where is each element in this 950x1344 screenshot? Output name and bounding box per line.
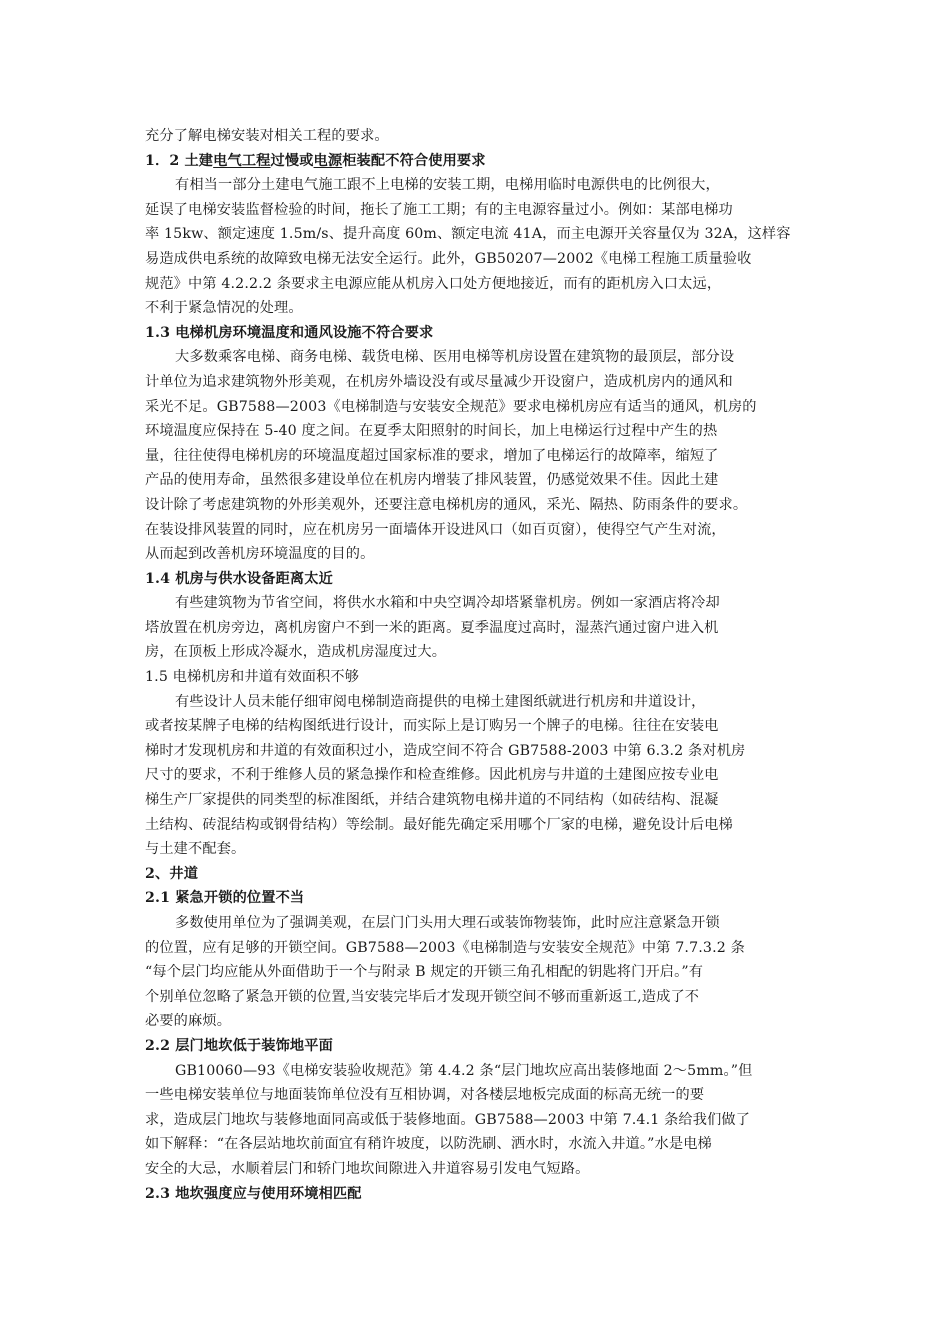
heading-link-power: 电源 [313,152,343,169]
paragraph-line: 多数使用单位为了强调美观，在层门门头用大理石或装饰物装饰，此时应注意紧急开锁 [175,915,720,931]
heading-link-electrical: 电气工程 [213,152,271,169]
paragraph-line: 在装设排风装置的同时，应在机房另一面墙体开设进风口（如百页窗），使得空气产生对流， [145,521,726,538]
paragraph-line: 梯生产厂家提供的同类型的标准图纸，并结合建筑物电梯井道的不同结构（如砖结构、混凝 [145,792,719,809]
paragraph-line: 有些设计人员未能仔细审阅电梯制造商提供的电梯土建图纸就进行机房和井道设计， [175,693,706,710]
paragraph-line: 不利于紧急情况的处理。 [145,300,303,317]
heading-suffix: 柜装配不符合使用要求 [342,152,486,169]
paragraph-line: 房，在顶板上形成冷凝水，造成机房湿度过大。 [145,644,447,661]
paragraph-line: 如下解释：“在各层站地坎前面宜有稍许坡度，以防洗刷、洒水时，水流入井道。”水是电梯 [145,1136,712,1153]
paragraph-line: 安全的大忌，水顺着层门和轿门地坎间隙进入井道容易引发电气短路。 [145,1160,590,1177]
paragraph-line: 大多数乘客电梯、商务电梯、载货电梯、医用电梯等机房设置在建筑物的最顶层，部分设 [175,349,735,366]
paragraph-line: 塔放置在机房旁边，离机房窗户不到一米的距离。夏季温度过高时，湿蒸汽通过窗户进入机 [145,619,719,636]
paragraph-line: 延误了电梯安装监督检验的时间，拖长了施工工期；有的主电源容量过小。例如：某部电梯功 [145,201,733,218]
paragraph-line: 设计除了考虑建筑物的外形美观外，还要注意电梯机房的通风，采光、隔热、防雨条件的要求。 [145,496,748,513]
paragraph-line: 求，造成层门地坎与装修地面同高或低于装修地面。GB7588—2003 中第 7.4.1 条给我们做了 [145,1111,751,1128]
paragraph-line: 有相当一部分土建电气施工跟不上电梯的安装工期，电梯用临时电源供电的比例很大， [175,177,720,194]
paragraph-line: 的位置，应有足够的开锁空间。GB7588—2003《电梯制造与安装安全规范》中第 7.7.3.2 条 [145,939,745,956]
paragraph-line: 率 15kw、额定速度 1.5m/s、提升高度 60m、额定电流 41A，而主电源开关容量仅为 32A，这样容 [145,226,791,243]
paragraph-line: 梯时才发现机房和井道的有效面积过小，造成空间不符合 GB7588-2003 中第 6.3.2 条对机房 [145,742,746,759]
paragraph-line: 量，往往使得电梯机房的环境温度超过国家标准的要求，增加了电梯运行的故障率，缩短了 [145,447,719,464]
paragraph-line: 或者按某牌子电梯的结构图纸进行设计，而实际上是订购另一个牌子的电梯。往往在安装电 [145,718,719,735]
paragraph-line: 从而起到改善机房环境温度的目的。 [145,546,375,563]
paragraph-line: 一些电梯安装单位与地面装饰单位没有互相协调，对各楼层地板完成面的标高无统一的要 [145,1087,705,1104]
section-1-4-heading: 1.4 机房与供水设备距离太近 [145,570,333,587]
paragraph-line: 土结构、砖混结构或钢骨结构）等绘制。最好能先确定采用哪个厂家的电梯，避免设计后电梯 [145,816,733,833]
paragraph-line: 与土建不配套。 [145,841,246,858]
paragraph-line: 产品的使用寿命，虽然很多建设单位在机房内增装了排风装置，仍感觉效果不佳。因此土建 [145,472,719,489]
section-1-5-heading: 1.5 电梯机房和井道有效面积不够 [145,669,360,686]
heading-prefix: 1．2 土建 [145,152,214,169]
section-1-2-heading [145,149,825,174]
heading-mid: 过慢或 [270,152,314,169]
paragraph-line: GB10060—93《电梯安装验收规范》第 4.4.2 条“层门地坎应高出装修地面 2～5mm。”但 [175,1062,753,1079]
paragraph-line: 尺寸的要求，不利于维修人员的紧急操作和检查维修。因此机房与井道的土建图应按专业电 [145,767,719,784]
section-1-3-heading: 1.3 电梯机房环境温度和通风设施不符合要求 [145,324,434,341]
paragraph-line: 有些建筑物为节省空间，将供水水箱和中央空调冷却塔紧靠机房。例如一家酒店将冷却 [175,595,720,612]
paragraph-line: 易造成供电系统的故障致电梯无法安全运行。此外，GB50207—2002《电梯工程施工质量验收 [145,250,752,267]
paragraph-line: 必要的麻烦。 [145,1013,232,1030]
paragraph-line: 个别单位忽略了紧急开锁的位置,当安装完毕后才发现开锁空间不够而重新返工,造成了不 [145,988,700,1005]
intro-line: 充分了解电梯安装对相关工程的要求。 [145,128,389,144]
paragraph-line: 环境温度应保持在 5-40 度之间。在夏季太阳照射的时间长，加上电梯运行过程中产生的热 [145,423,718,440]
paragraph-line: 计单位为追求建筑物外形美观，在机房外墙设没有或尽量减少开设窗户，造成机房内的通风和 [145,373,733,390]
section-2-3-heading: 2.3 地坎强度应与使用环境相匹配 [145,1185,362,1202]
paragraph-line: 规范》中第 4.2.2.2 条要求主电源应能从机房入口处方便地接近，而有的距机房入口太远， [145,275,722,292]
section-2-heading: 2、井道 [145,865,199,882]
paragraph-line: 采光不足。GB7588—2003《电梯制造与安装安全规范》要求电梯机房应有适当的通风，机房的 [145,398,757,415]
section-2-1-heading: 2.1 紧急开锁的位置不当 [145,890,305,907]
document-page [145,124,825,1206]
section-2-2-heading: 2.2 层门地坎低于装饰地平面 [145,1037,333,1054]
paragraph-line: “每个层门均应能从外面借助于一个与附录 B 规定的开锁三角孔相配的钥匙将门开启。”有 [145,964,704,981]
